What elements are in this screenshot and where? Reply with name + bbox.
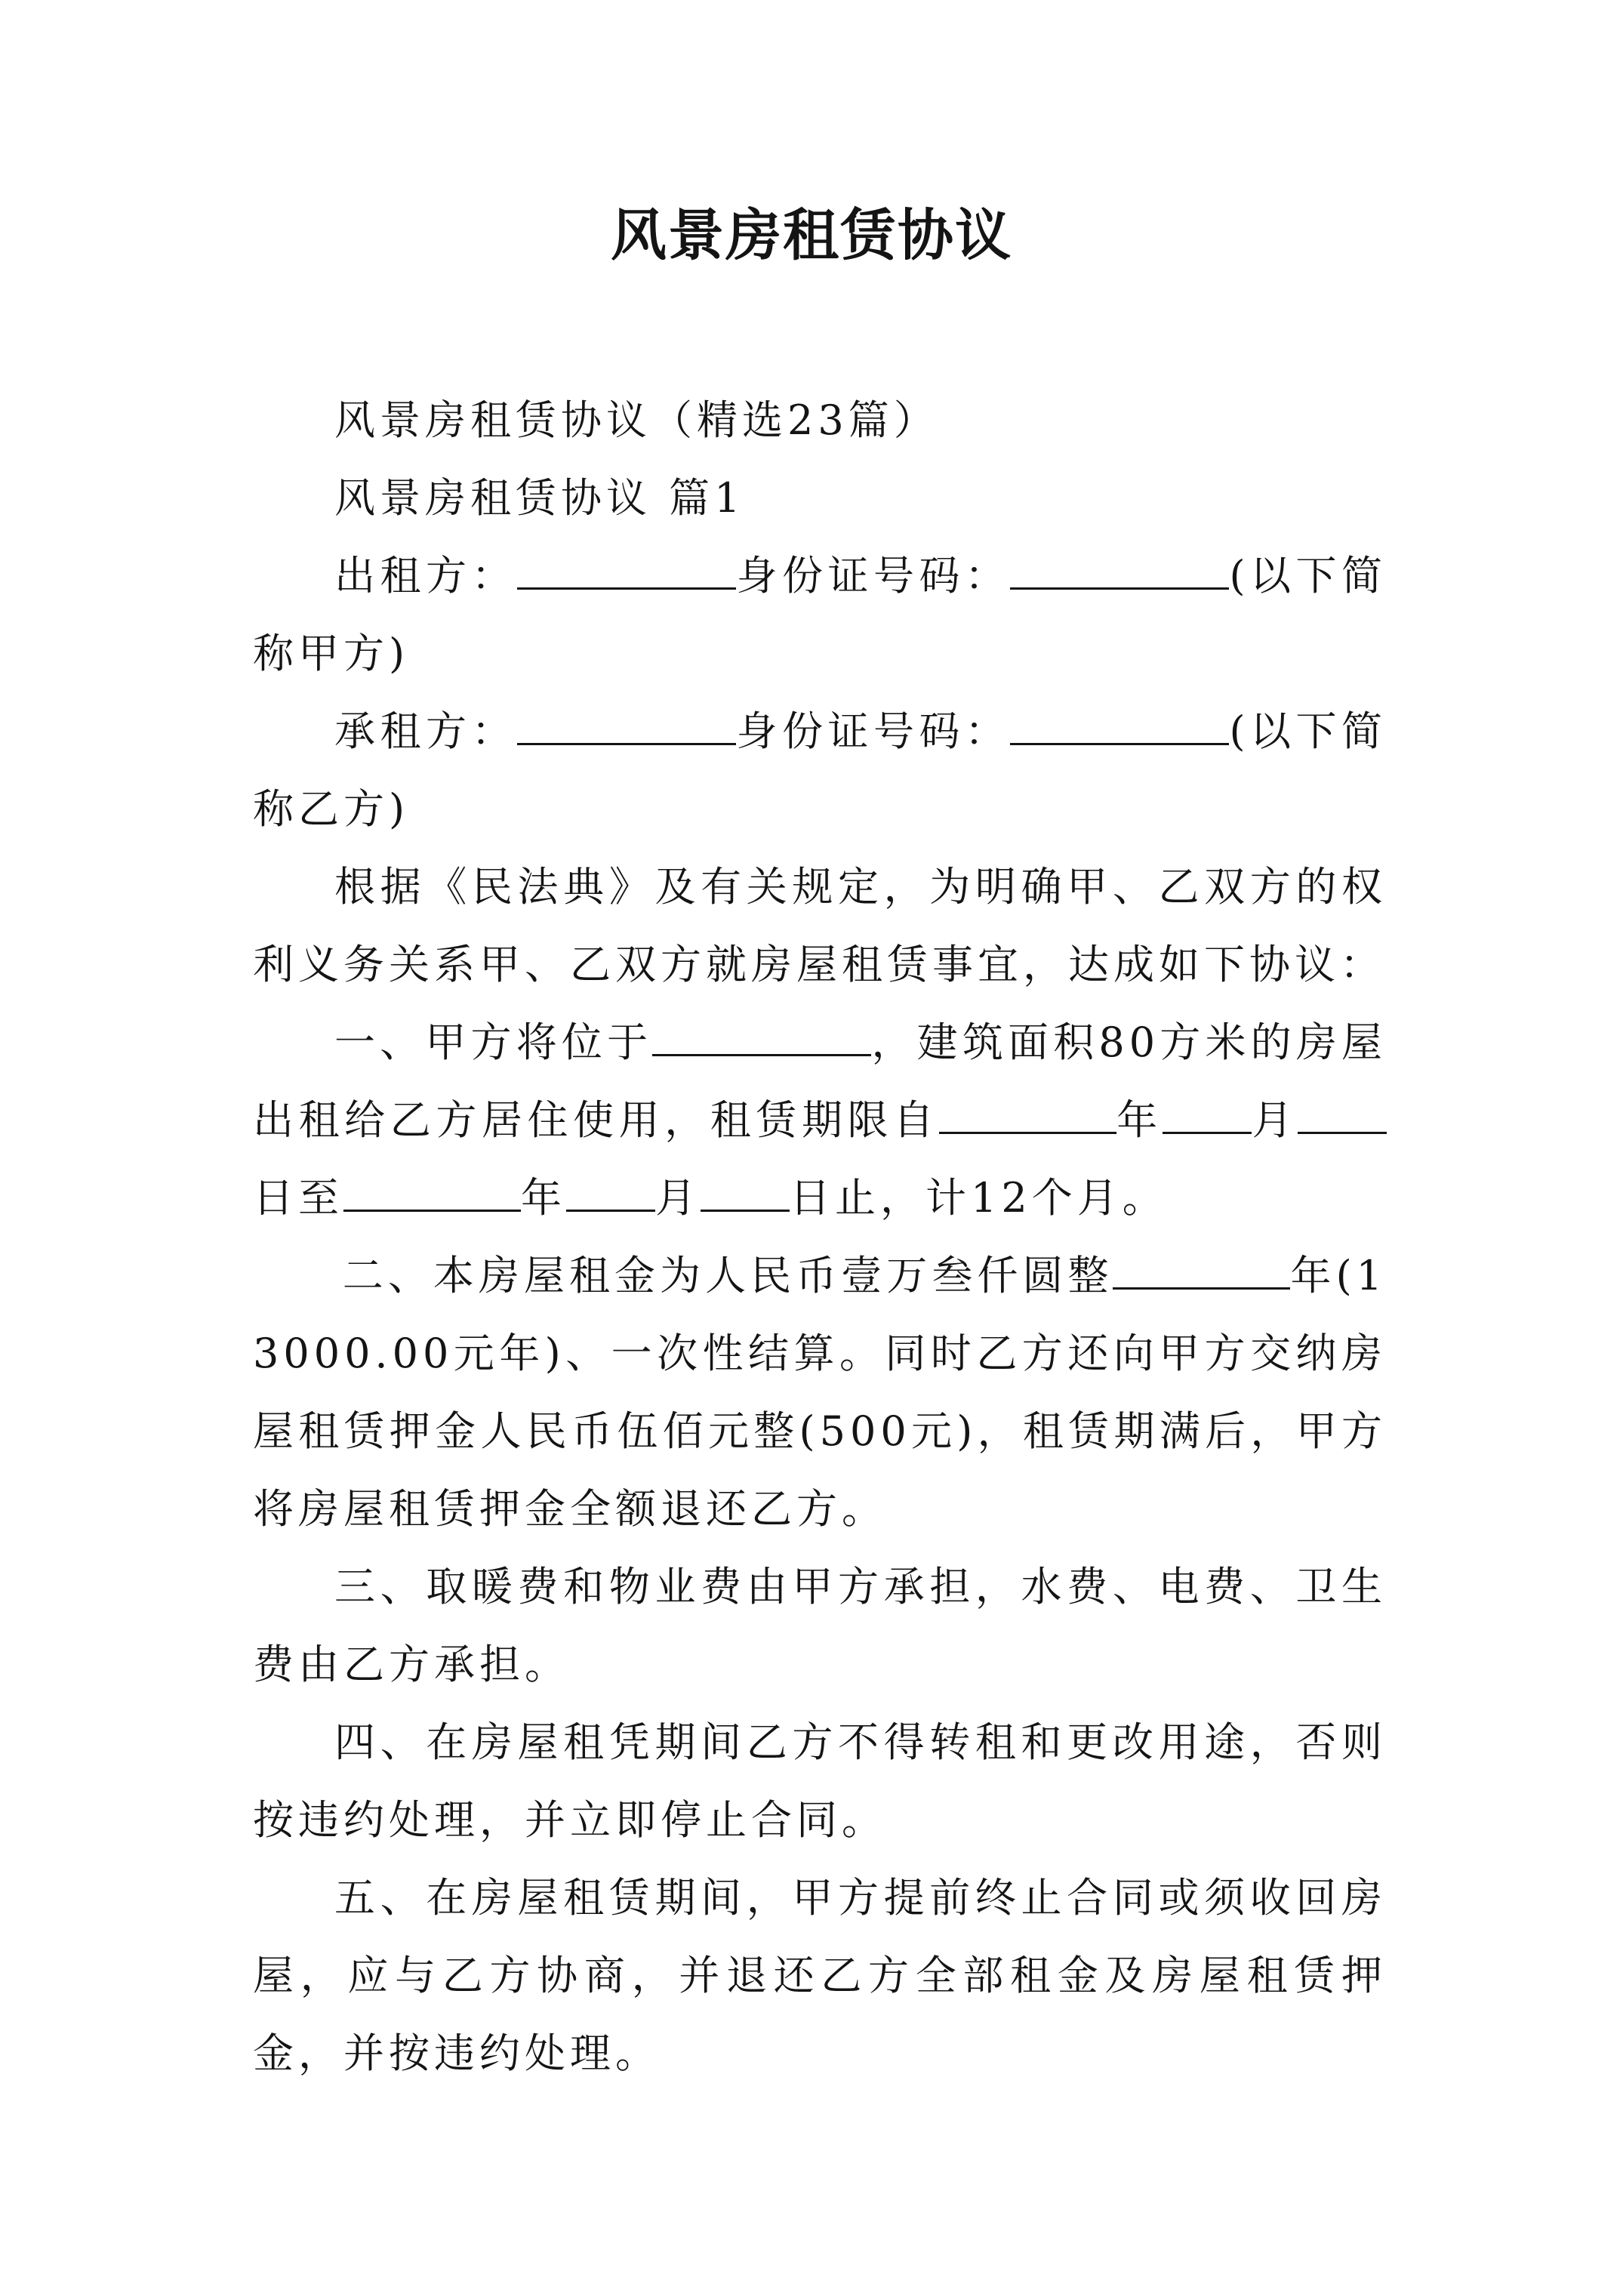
clause-1-year-label: 年 [1116,1096,1163,1144]
property-location-blank [652,1017,871,1056]
paragraph-clause-3: 三、取暖费和物业费由甲方承担，水费、电费、卫生费由乙方承担。 [253,1563,1387,1688]
clause-1-day-label: 日至 [253,1174,343,1222]
lessor-alias: (以下简称甲方) [253,552,1387,677]
paragraph-lessee [253,692,1387,848]
end-year-blank [343,1173,521,1212]
lessee-label: 承租方： [334,707,517,755]
paragraph-lessor [253,537,1387,692]
clause-1-month-label: 月 [1251,1096,1298,1144]
end-day-blank [701,1173,790,1212]
paragraph-subtitle: 风景房租赁协议（精选23篇） [334,396,939,444]
clause-1-text-b: ，建筑面积80方米的房屋出租给乙方居住使用，租赁期限自 [253,1019,1387,1144]
lessee-name-blank [517,706,736,745]
start-year-blank [939,1095,1116,1134]
start-day-blank [1298,1095,1387,1134]
paragraph-clause-2 [253,1237,1387,1548]
lessor-id-blank [1010,550,1229,590]
clause-1-text-a: 一、甲方将位于 [334,1019,653,1066]
paragraph-clause-4: 四、在房屋租凭期间乙方不得转租和更改用途，否则按违约处理，并立即停止合同。 [253,1718,1387,1844]
paragraph-clause-5: 五、在房屋租赁期间，甲方提前终止合同或须收回房屋，应与乙方协商，并退还乙方全部租金及房屋租赁押金，并按违约处理。 [253,1874,1387,2077]
clause-1-end-text: 日止，计12个月。 [790,1174,1168,1222]
lessee-id-label: 身份证号码： [735,707,1011,755]
rent-blank [1113,1250,1290,1290]
lessor-label: 出租方： [334,552,517,599]
clause-2-text-a: 二、本房屋租金为人民币壹万叁仟圆整 [342,1252,1113,1299]
lessee-id-blank [1010,706,1229,745]
document-body [253,381,1387,2092]
paragraph-section-heading: 风景房租赁协议 篇1 [334,474,745,522]
paragraph-clause-1 [253,1003,1387,1237]
clause-1-end-year-label: 年 [521,1174,566,1222]
clause-2-text-b: 年(13000.00元年)、一次性结算。同时乙方还向甲方交纳房屋租赁押金人民币伍佰元整(500元)，租赁期满后，甲方将房屋租赁押金全额退还乙方。 [253,1252,1387,1533]
document-title: 风景房租赁协议 [611,203,1012,268]
lessor-name-blank [517,550,736,590]
lessor-id-label: 身份证号码： [735,552,1011,599]
clause-1-end-month-label: 月 [655,1174,701,1222]
paragraph-preamble: 根据《民法典》及有关规定，为明确甲、乙双方的权利义务关系甲、乙双方就房屋租赁事宜，达成如下协议： [253,863,1387,988]
lessee-alias: (以下简称乙方) [253,707,1387,833]
end-month-blank [566,1173,655,1212]
start-month-blank [1163,1095,1252,1134]
